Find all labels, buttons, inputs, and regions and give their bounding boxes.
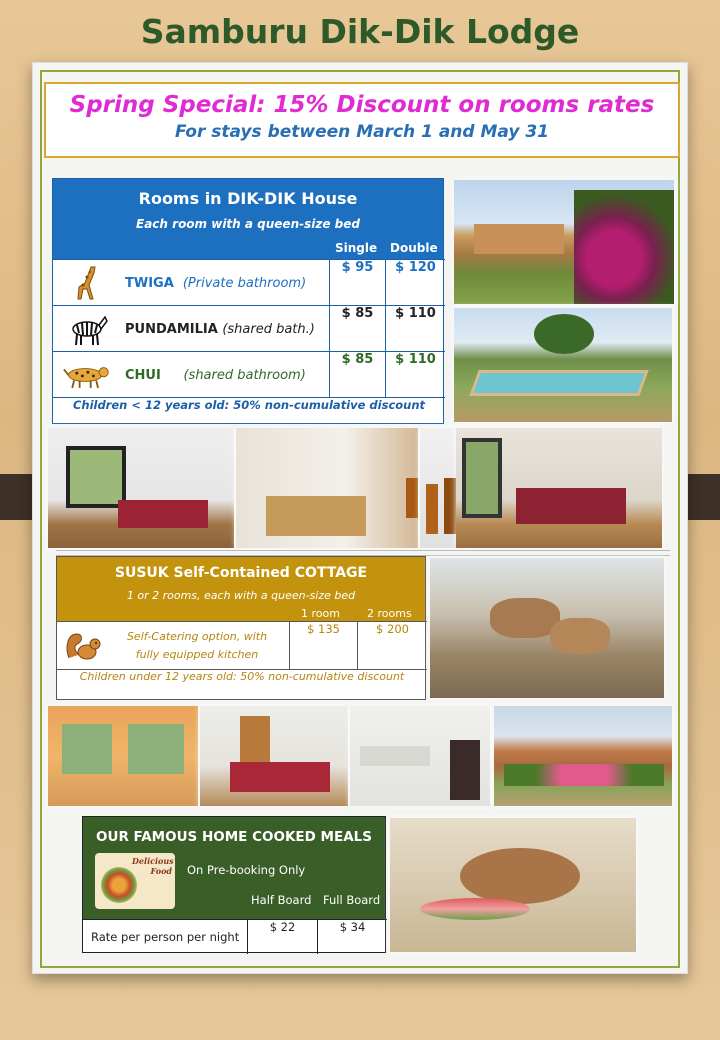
rate-label: Rate per person per night bbox=[91, 930, 240, 944]
cottage-veranda-photo bbox=[48, 706, 198, 806]
bottles-shape bbox=[406, 478, 418, 518]
half-board-column-header: Half Board bbox=[251, 893, 312, 907]
delicious-food-logo bbox=[95, 853, 175, 909]
room-name-text: TWIGA bbox=[125, 276, 174, 291]
room-note: (Private bathroom) bbox=[182, 276, 307, 291]
one-room-column-header: 1 room bbox=[301, 607, 340, 620]
logo-text: Delicious Food bbox=[132, 856, 174, 876]
giraffe-icon bbox=[63, 264, 111, 302]
single-price: $ 85 bbox=[329, 352, 385, 398]
cottage-kitchen-photo bbox=[350, 706, 490, 806]
vanity-shape bbox=[266, 496, 366, 536]
double-price: $ 120 bbox=[385, 260, 445, 306]
page-title: Samburu Dik-Dik Lodge bbox=[140, 12, 580, 51]
leopard-icon bbox=[63, 356, 111, 394]
counter-shape bbox=[360, 746, 430, 766]
meals-table bbox=[82, 816, 386, 953]
bedroom-photo-1 bbox=[48, 428, 234, 548]
cottage-title: SUSUK Self-Contained COTTAGE bbox=[114, 565, 368, 581]
soap-bottle-shape bbox=[426, 484, 438, 534]
single-price: $ 85 bbox=[329, 306, 385, 352]
one-room-price: $ 135 bbox=[289, 622, 357, 670]
bougainvillea-shape bbox=[574, 190, 674, 304]
cottage-desc-line-1: Self-Catering option, with bbox=[126, 630, 268, 643]
cottage-desc-line-2: fully equipped kitchen bbox=[135, 648, 259, 661]
meals-table-header bbox=[83, 817, 385, 919]
bed-shape bbox=[230, 762, 330, 792]
rooms-table bbox=[52, 178, 444, 424]
cottage-children-note: Children under 12 years old: 50% non-cumulative discount bbox=[57, 669, 427, 700]
tree-shape bbox=[534, 314, 594, 354]
bed-shape bbox=[516, 488, 626, 524]
bathroom-photo bbox=[236, 428, 418, 548]
room-name-text: CHUI bbox=[125, 368, 161, 383]
watermelon-shape bbox=[420, 898, 530, 920]
pool-shape bbox=[469, 370, 648, 396]
food-plate-icon bbox=[101, 867, 137, 903]
spring-special-banner bbox=[44, 82, 680, 158]
room-row-chui bbox=[53, 351, 445, 397]
rooms-table-header bbox=[53, 179, 443, 259]
two-rooms-price: $ 200 bbox=[357, 622, 427, 670]
room-name-text: PUNDAMILIA bbox=[125, 322, 218, 337]
single-price: $ 95 bbox=[329, 260, 385, 306]
full-board-column-header: Full Board bbox=[323, 893, 381, 907]
double-column-header: Double bbox=[390, 241, 438, 255]
fridge-shape bbox=[450, 740, 480, 800]
cottage-subtitle: 1 or 2 rooms, each with a queen-size bed bbox=[126, 589, 356, 602]
window-shape bbox=[462, 438, 502, 518]
cottage-table-header bbox=[57, 557, 425, 621]
cottage-exterior-photo bbox=[494, 706, 672, 806]
double-price: $ 110 bbox=[385, 352, 445, 398]
cottage-row bbox=[57, 621, 427, 669]
dik-dik-antelope-photo bbox=[430, 558, 664, 698]
rooms-title: Rooms in DIK-DIK House bbox=[138, 189, 358, 208]
room-name bbox=[125, 322, 315, 337]
single-column-header: Single bbox=[335, 241, 378, 255]
full-board-price: $ 34 bbox=[317, 920, 387, 954]
house-shape bbox=[474, 224, 564, 254]
meals-rate-row bbox=[83, 919, 387, 953]
swimming-pool-photo bbox=[454, 308, 672, 422]
prebooking-note: On Pre-booking Only bbox=[187, 863, 306, 877]
lodge-house-photo bbox=[454, 180, 674, 304]
window-shape bbox=[66, 446, 126, 508]
zebra-icon bbox=[63, 310, 111, 348]
bedroom-photo-2 bbox=[456, 428, 662, 548]
flowers-shape bbox=[504, 764, 664, 786]
two-rooms-column-header: 2 rooms bbox=[367, 607, 412, 620]
room-row-twiga bbox=[53, 259, 445, 305]
room-name bbox=[125, 276, 306, 291]
cottage-bedroom-photo bbox=[200, 706, 348, 806]
antelope-shape-2 bbox=[550, 618, 610, 654]
special-dates: For stays between March 1 and May 31 bbox=[175, 122, 549, 142]
cottage-table bbox=[56, 556, 426, 700]
cottage-description bbox=[107, 628, 287, 664]
bed-shape bbox=[118, 500, 208, 528]
window-shape-2 bbox=[128, 724, 184, 774]
window-shape bbox=[62, 724, 112, 774]
double-price: $ 110 bbox=[385, 306, 445, 352]
rooms-subtitle: Each room with a queen-size bed bbox=[136, 217, 360, 231]
ground-squirrel-photo bbox=[390, 818, 636, 952]
rooms-children-note: Children < 12 years old: 50% non-cumulative discount bbox=[53, 397, 445, 425]
room-note: (shared bath.) bbox=[222, 322, 315, 337]
squirrel-shape bbox=[460, 848, 580, 904]
meals-title: OUR FAMOUS HOME COOKED MEALS bbox=[96, 829, 372, 845]
squirrel-icon bbox=[61, 628, 105, 664]
room-name bbox=[125, 368, 306, 383]
room-note: (shared bathroom) bbox=[183, 368, 306, 383]
special-headline: Spring Special: 15% Discount on rooms rates bbox=[69, 92, 655, 118]
room-row-pundamilia bbox=[53, 305, 445, 351]
half-board-price: $ 22 bbox=[247, 920, 317, 954]
